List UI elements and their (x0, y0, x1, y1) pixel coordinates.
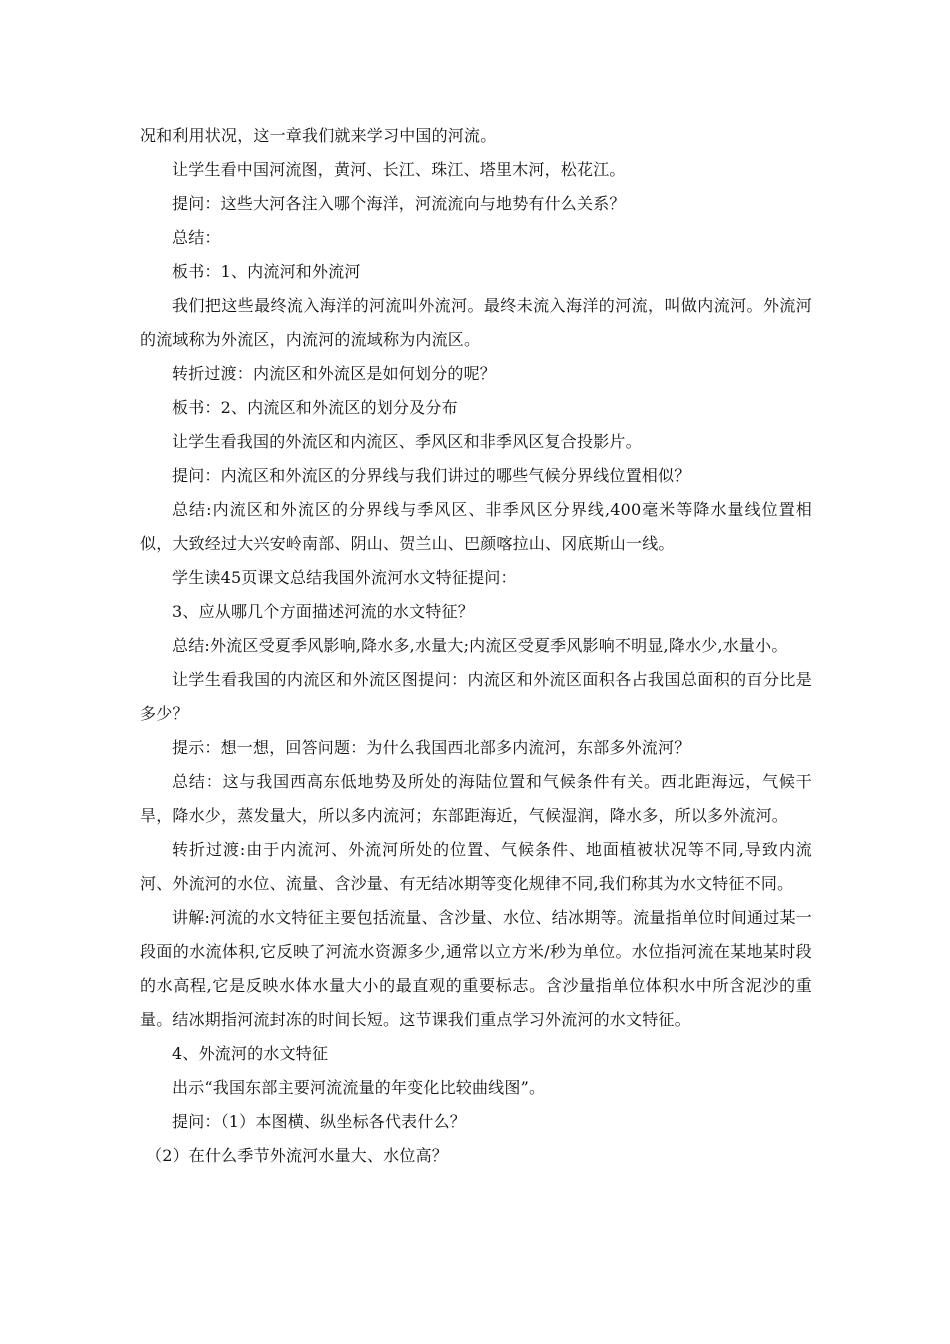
paragraph: 提示：想一想，回答问题：为什么我国西北部多内流河，东部多外流河？ (172, 738, 691, 757)
paragraph: 况和利用状况，这一章我们就来学习中国的河流。 (140, 126, 497, 145)
paragraph: 让学生看我国的内流区和外流区图提问：内流区和外流区面积各占我国总面积的百分比是多少？ (140, 670, 812, 723)
paragraph: 总结:外流区受夏季风影响,降水多,水量大;内流区受夏季风影响不明显,降水少,水量小。 (172, 636, 788, 655)
paragraph: 转折过渡：内流区和外流区是如何划分的呢？ (172, 364, 497, 383)
paragraph: 提问：（1）本图横、纵坐标各代表什么？ (172, 1112, 466, 1131)
paragraph: 3、应从哪几个方面描述河流的水文特征？ (172, 602, 474, 621)
paragraph: 总结:内流区和外流区的分界线与季风区、非季风区分界线,400毫米等降水量线位置相似，大致经过大兴安岭南部、阴山、贺兰山、巴颜喀拉山、冈底斯山一线。 (140, 500, 812, 553)
paragraph: 提问：这些大河各注入哪个海洋，河流流向与地势有什么关系？ (172, 194, 626, 213)
paragraph: 4、外流河的水文特征 (172, 1044, 329, 1063)
paragraph: 我们把这些最终流入海洋的河流叫外流河。最终未流入海洋的河流，叫做内流河。外流河的流域称为外流区，内流河的流域称为内流区。 (140, 296, 812, 349)
paragraph: 转折过渡:由于内流河、外流河所处的位置、气候条件、地面植被状况等不同,导致内流河、外流河的水位、流量、含沙量、有无结冰期等变化规律不同,我们称其为水文特征不同。 (140, 840, 812, 893)
paragraph: 出示“我国东部主要河流流量的年变化比较曲线图”。 (172, 1078, 546, 1097)
paragraph: 讲解:河流的水文特征主要包括流量、含沙量、水位、结冰期等。流量指单位时间通过某一段面的水流体积,它反映了河流水资源多少,通常以立方米/秒为单位。水位指河流在某地某时段的水高程,它是反映水体水量大小的最直观的重要标志。含沙量指单位体积水中所含泥沙的重量。结冰期指河流封冻的时间长短。这节课我们重点学习外流河的水文特征。 (140, 908, 812, 1029)
document-body (140, 119, 812, 1173)
paragraph: 学生读45页课文总结我国外流河水文特征提问： (172, 568, 517, 587)
paragraph: 提问：内流区和外流区的分界线与我们讲过的哪些气候分界线位置相似？ (172, 466, 691, 485)
paragraph: （2）在什么季节外流河水量大、水位高？ (146, 1146, 448, 1165)
paragraph: 板书：2、内流区和外流区的划分及分布 (172, 398, 458, 417)
paragraph: 总结： (172, 228, 221, 247)
paragraph: 总结：这与我国西高东低地势及所处的海陆位置和气候条件有关。西北距海远，气候干旱，降水少，蒸发量大，所以多内流河；东部距海近，气候湿润，降水多，所以多外流河。 (140, 772, 812, 825)
paragraph: 让学生看中国河流图，黄河、长江、珠江、塔里木河，松花江。 (172, 160, 626, 179)
paragraph: 让学生看我国的外流区和内流区、季风区和非季风区复合投影片。 (172, 432, 642, 451)
paragraph: 板书：1、内流河和外流河 (172, 262, 361, 281)
